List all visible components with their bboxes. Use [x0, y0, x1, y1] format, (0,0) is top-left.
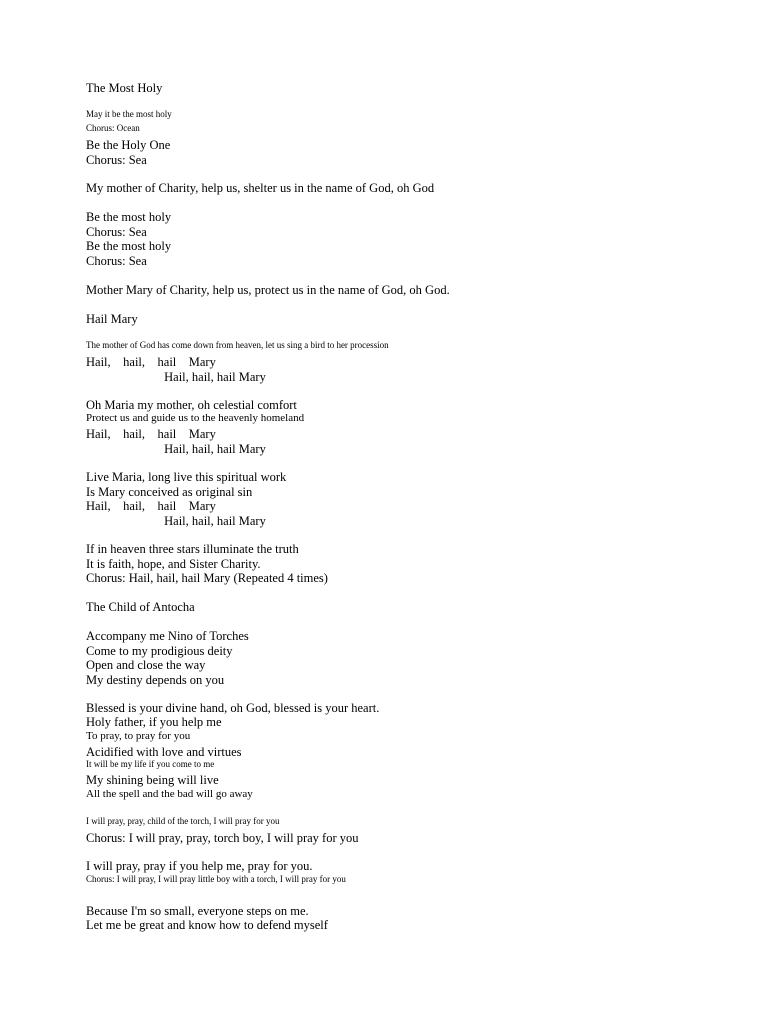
text-line: Hail, hail, hail Mary — [86, 427, 216, 441]
text-line: The Most Holy — [86, 81, 163, 95]
text-line: Blessed is your divine hand, oh God, blessed is your heart. — [86, 701, 380, 715]
text-line: Hail Mary — [86, 312, 138, 326]
text-line: Oh Maria my mother, oh celestial comfort — [86, 398, 297, 412]
text-line: May it be the most holy — [86, 109, 172, 119]
text-line: Be the most holy — [86, 239, 172, 253]
text-line: All the spell and the bad will go away — [86, 788, 253, 800]
text-line: Live Maria, long live this spiritual work — [86, 470, 287, 484]
text-line: Be the Holy One — [86, 138, 171, 152]
text-line: Hail, hail, hail Mary — [86, 355, 216, 369]
text-line: Let me be great and know how to defend myself — [86, 918, 328, 932]
text-line: Mother Mary of Charity, help us, protect us in the name of God, oh God. — [86, 283, 450, 297]
text-line: Is Mary conceived as original sin — [86, 485, 253, 499]
text-line: Chorus: Sea — [86, 153, 147, 167]
text-line: My mother of Charity, help us, shelter us in the name of God, oh God — [86, 181, 435, 195]
text-line: Chorus: Sea — [86, 254, 147, 268]
text-line: It will be my life if you come to me — [86, 759, 215, 769]
text-line: I will pray, pray, child of the torch, I will pray for you — [86, 816, 280, 826]
text-line: Chorus: Hail, hail, hail Mary (Repeated 4 times) — [86, 571, 328, 585]
text-line: Acidified with love and virtues — [86, 745, 242, 759]
text-line: Hail, hail, hail Mary — [86, 499, 216, 513]
text-line: The mother of God has come down from heaven, let us sing a bird to her procession — [86, 340, 389, 350]
text-line: Accompany me Nino of Torches — [86, 629, 249, 643]
text-line: Holy father, if you help me — [86, 715, 222, 729]
text-line: Hail, hail, hail Mary — [86, 442, 266, 456]
text-line: To pray, to pray for you — [86, 730, 191, 742]
text-line: Protect us and guide us to the heavenly homeland — [86, 412, 305, 424]
text-line: Chorus: Sea — [86, 225, 147, 239]
text-line: The Child of Antocha — [86, 600, 195, 614]
text-line: Chorus: I will pray, pray, torch boy, I will pray for you — [86, 831, 359, 845]
text-line: Open and close the way — [86, 658, 206, 672]
text-line: Because I'm so small, everyone steps on me. — [86, 904, 309, 918]
text-line: Hail, hail, hail Mary — [86, 514, 266, 528]
text-line: Chorus: I will pray, I will pray little boy with a torch, I will pray for you — [86, 874, 346, 884]
text-line: Hail, hail, hail Mary — [86, 370, 266, 384]
text-line: My shining being will live — [86, 773, 219, 787]
text-line: Chorus: Ocean — [86, 123, 140, 133]
text-line: I will pray, pray if you help me, pray for you. — [86, 859, 313, 873]
text-line: It is faith, hope, and Sister Charity. — [86, 557, 261, 571]
text-line: Come to my prodigious deity — [86, 644, 233, 658]
text-line: Be the most holy — [86, 210, 172, 224]
text-line: My destiny depends on you — [86, 673, 225, 687]
text-line: If in heaven three stars illuminate the truth — [86, 542, 299, 556]
